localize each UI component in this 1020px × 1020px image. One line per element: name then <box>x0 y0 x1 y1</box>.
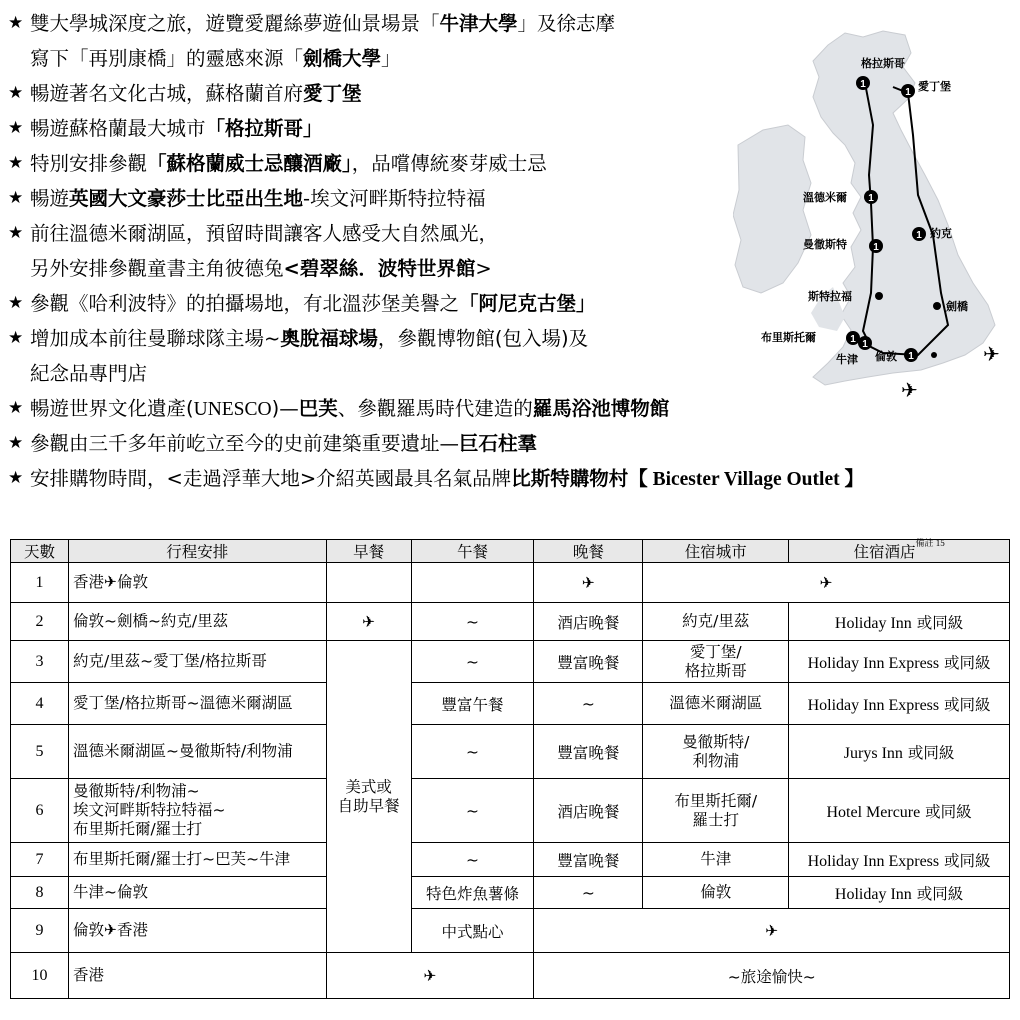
city-cell <box>643 877 789 909</box>
uk-route-map <box>733 25 1013 410</box>
svg-text:1: 1 <box>860 79 866 90</box>
city-cell-line: 利物浦 <box>692 751 739 770</box>
city-cell-line: 約克/里茲 <box>682 612 750 630</box>
dinner-cell: 豐富晚餐 <box>534 843 643 877</box>
route-cell <box>68 953 326 999</box>
dinner-city-hotel-cell: ~旅途愉快~ <box>534 953 1010 999</box>
city-cell <box>643 641 789 683</box>
route-cell <box>68 683 326 725</box>
city-cell-line: 羅士打 <box>692 810 739 829</box>
svg-text:1: 1 <box>850 334 856 345</box>
highlight-text: ，品嚐傳統麥芽威士忌 <box>351 152 547 175</box>
route-cell <box>68 909 326 953</box>
hotel-cell <box>789 877 1010 909</box>
hotel-name: Hotel Mercure <box>826 803 921 821</box>
hotel-name: Jurys Inn <box>843 744 903 762</box>
header-lunch: 午餐 <box>411 540 534 563</box>
dinner-cell: 酒店晚餐 <box>534 603 643 641</box>
map-label-stratford: 斯特拉福 <box>808 290 852 303</box>
hotel-name: Holiday Inn Express <box>807 852 940 870</box>
hotel-cell <box>789 603 1010 641</box>
route-cell <box>68 725 326 779</box>
route-cell-line: 愛丁堡/格拉斯哥~溫德米爾湖區 <box>72 694 293 712</box>
lunch-cell: 豐富午餐 <box>411 683 534 725</box>
highlight-text: UNESCO <box>193 399 272 420</box>
star-icon: ★ <box>8 433 24 453</box>
route-cell-line: 倫敦~劍橋~約克/里茲 <box>72 612 229 630</box>
route-cell <box>68 779 326 843</box>
table-header-row <box>11 540 1010 563</box>
hotel-grade: 或同級 <box>939 851 991 870</box>
star-icon: ★ <box>8 293 24 313</box>
map-label-london: 倫敦 <box>875 350 897 363</box>
hotel-grade: 或同級 <box>911 884 964 903</box>
svg-text:1: 1 <box>905 87 911 98</box>
highlight-text: 特別安排參觀 <box>30 152 148 175</box>
header-day: 天數 <box>11 540 69 563</box>
table-row <box>11 725 1010 779</box>
highlight-text: 另外安排參觀童書主角彼德兔 <box>30 257 284 280</box>
highlight-text: 」及徐志摩 <box>517 12 616 35</box>
dinner-cell: ~ <box>534 683 643 725</box>
star-icon: ★ <box>8 118 24 138</box>
star-icon: ★ <box>8 398 24 418</box>
star-icon: ★ <box>8 83 24 103</box>
day-cell: 7 <box>11 843 69 877</box>
day-cell: 6 <box>11 779 69 843</box>
header-route: 行程安排 <box>68 540 326 563</box>
hotel-name: Holiday Inn Express <box>807 654 940 672</box>
table-row <box>11 877 1010 909</box>
city-cell <box>643 779 789 843</box>
star-icon: ★ <box>8 328 24 348</box>
day-cell: 2 <box>11 603 69 641</box>
star-icon: ★ <box>8 153 24 173</box>
table-row <box>11 683 1010 725</box>
breakfast-cell-line: 美式或 <box>345 777 392 796</box>
highlight-text: 參觀由三千多年前屹立至今的史前建築重要遺址— <box>30 432 460 455</box>
highlight-item <box>8 461 1018 496</box>
day-cell: 1 <box>11 563 69 603</box>
table-row <box>11 563 1010 603</box>
table-row <box>11 953 1010 999</box>
header-hotel: 住宿酒店$^{備註 15}$ <box>789 540 1010 563</box>
header-dinner: 晚餐 <box>534 540 643 563</box>
city-cell <box>643 725 789 779</box>
dinner-cell: ✈ <box>534 563 643 603</box>
route-cell-line: 香港✈倫敦 <box>72 573 148 591</box>
route-cell-line: 約克/里茲~愛丁堡/格拉斯哥 <box>72 652 267 670</box>
star-icon: ★ <box>8 468 24 488</box>
route-cell-line: 香港 <box>72 966 104 984</box>
highlight-text: 暢遊蘇格蘭最大城市 <box>30 117 206 140</box>
highlight-text: 增加成本前往曼聯球隊主場~ <box>30 327 281 350</box>
table-row <box>11 843 1010 877</box>
hotel-name: Holiday Inn <box>834 885 912 903</box>
day-cell: 3 <box>11 641 69 683</box>
city-cell-line: 愛丁堡/ <box>689 642 742 661</box>
svg-text:1: 1 <box>868 193 874 204</box>
hotel-name: Holiday Inn Express <box>807 696 940 714</box>
lunch-cell: ~ <box>411 641 534 683</box>
city-cell-line: 曼徹斯特/ <box>682 732 750 751</box>
highlight-text: )— <box>271 397 299 420</box>
route-cell <box>68 563 326 603</box>
star-icon: ★ <box>8 188 24 208</box>
route-cell <box>68 603 326 641</box>
hotel-cell <box>789 641 1010 683</box>
highlight-emphasis: 羅馬浴池博物館 <box>532 397 670 420</box>
lunch-cell: 中式點心 <box>411 909 534 953</box>
hotel-cell <box>789 725 1010 779</box>
day-cell: 10 <box>11 953 69 999</box>
hotel-grade: 或同級 <box>920 802 972 821</box>
svg-text:1: 1 <box>873 242 879 253</box>
route-cell-line: 牛津~倫敦 <box>72 883 148 901</box>
itinerary-body <box>11 563 1010 999</box>
route-cell-line: 曼徹斯特/利物浦~ <box>72 782 200 800</box>
header-city: 住宿城市 <box>643 540 789 563</box>
highlight-emphasis: 奧脫福球場 <box>280 327 378 350</box>
breakfast-lunch-cell: ✈ <box>326 953 534 999</box>
breakfast-cell: ✈ <box>326 603 411 641</box>
hotel-cell <box>789 779 1010 843</box>
hotel-name: Holiday Inn <box>834 614 912 632</box>
day-cell: 9 <box>11 909 69 953</box>
highlight-emphasis: 愛丁堡 <box>303 82 362 105</box>
hotel-grade: 或同級 <box>902 743 955 762</box>
lunch-cell: ~ <box>411 779 534 843</box>
city-cell <box>643 843 789 877</box>
highlight-emphasis: 「格拉斯哥」 <box>205 117 323 140</box>
city-cell <box>643 603 789 641</box>
map-label-cambridge: 劍橋 <box>946 300 968 313</box>
highlight-text: 寫下「再別康橋」的靈感來源「 <box>30 47 304 70</box>
route-cell <box>68 843 326 877</box>
highlight-emphasis: 「阿尼克古堡」 <box>459 292 596 315</box>
breakfast-cell <box>326 641 411 953</box>
svg-text:1: 1 <box>916 230 922 241</box>
city-cell-line: 倫敦 <box>700 883 732 901</box>
itinerary-table <box>10 539 1010 999</box>
highlight-emphasis: <碧翠絲．波特世界館 <box>283 257 476 280</box>
svg-text:✈: ✈ <box>901 378 918 402</box>
map-label-glasgow: 格拉斯哥 <box>861 57 905 70</box>
route-cell-line: 布里斯托爾/羅士打 <box>72 820 203 838</box>
highlight-text: 前往溫德米爾湖區，預留時間讓客人感受大自然風光， <box>30 222 499 245</box>
day-cell: 5 <box>11 725 69 779</box>
hotel-grade: 或同級 <box>939 653 991 672</box>
city-cell-line: 布里斯托爾/ <box>674 791 758 810</box>
city-cell-line: 牛津 <box>700 850 732 868</box>
hotel-grade: 或同級 <box>911 613 964 632</box>
route-cell-line: 倫敦✈香港 <box>72 921 148 939</box>
route-cell-line: 布里斯托爾/羅士打~巴芙~牛津 <box>72 850 291 868</box>
city-cell <box>643 683 789 725</box>
route-cell-line: 埃文河畔斯特拉特福~ <box>72 801 226 819</box>
highlight-emphasis: 巨石柱羣 <box>459 432 538 455</box>
highlight-text: ，參觀博物館(包入場)及 <box>377 327 589 350</box>
hotel-cell <box>789 683 1010 725</box>
highlight-emphasis: 英國大文豪莎士比亞出生地 <box>69 187 304 210</box>
highlight-text: 參觀《哈利波特》的拍攝場地，有北溫莎堡美譽之 <box>30 292 460 315</box>
highlight-text: 安排購物時間，<走過浮華大地>介紹英國最具名氣品牌 <box>30 467 512 490</box>
highlight-item <box>8 426 1018 461</box>
svg-text:1: 1 <box>862 339 868 350</box>
highlight-text: 、參觀羅馬時代建造的 <box>337 397 533 420</box>
highlight-text: 紀念品專門店 <box>30 362 148 385</box>
map-label-oxford: 牛津 <box>836 353 858 366</box>
highlight-emphasis: Bicester Village Outlet <box>647 469 845 490</box>
map-label-manchester: 曼徹斯特 <box>803 238 847 251</box>
day-cell: 4 <box>11 683 69 725</box>
table-row <box>11 779 1010 843</box>
dinner-cell: 豐富晚餐 <box>534 641 643 683</box>
highlight-emphasis: 「蘇格蘭威士忌釀酒廠」 <box>147 152 352 175</box>
route-cell <box>68 641 326 683</box>
highlight-emphasis: 巴芙 <box>298 397 338 420</box>
dinner-cell: 酒店晚餐 <box>534 779 643 843</box>
dinner-city-hotel-cell: ✈ <box>534 909 1010 953</box>
lunch-cell <box>411 563 534 603</box>
highlight-text: 雙大學城深度之旅，遊覽愛麗絲夢遊仙景場景「 <box>30 12 440 35</box>
highlight-emphasis: 】 <box>844 467 864 490</box>
dinner-cell: ~ <box>534 877 643 909</box>
highlight-emphasis: 比斯特購物村【 <box>511 467 648 490</box>
breakfast-cell <box>326 563 411 603</box>
table-row <box>11 641 1010 683</box>
lunch-cell: 特色炸魚薯條 <box>411 877 534 909</box>
breakfast-cell-line: 自助早餐 <box>337 796 400 815</box>
highlight-text: 暢遊 <box>30 187 70 210</box>
city-hotel-cell: ✈ <box>643 563 1010 603</box>
lunch-cell: ~ <box>411 843 534 877</box>
city-cell-line: 溫德米爾湖區 <box>669 694 763 712</box>
header-note: 備註 15 <box>915 538 945 548</box>
dinner-cell: 豐富晚餐 <box>534 725 643 779</box>
hotel-cell <box>789 843 1010 877</box>
svg-text:✈: ✈ <box>983 342 1000 366</box>
route-cell-line: 溫德米爾湖區~曼徹斯特/利物浦 <box>72 742 293 760</box>
table-row <box>11 909 1010 953</box>
route-cell <box>68 877 326 909</box>
highlight-text: > <box>475 257 492 280</box>
map-label-york: 約克 <box>930 227 952 240</box>
map-label-windermere: 溫德米爾 <box>803 191 847 204</box>
map-label-edinburgh: 愛丁堡 <box>918 80 951 93</box>
table-row <box>11 603 1010 641</box>
lunch-cell: ~ <box>411 603 534 641</box>
highlight-emphasis: 牛津大學 <box>439 12 518 35</box>
highlight-text: 暢遊著名文化古城，蘇格蘭首府 <box>30 82 304 105</box>
star-icon: ★ <box>8 13 24 33</box>
highlight-text: 暢遊世界文化遺產( <box>30 397 194 420</box>
hotel-grade: 或同級 <box>939 695 991 714</box>
highlight-emphasis: 劍橋大學 <box>303 47 382 70</box>
day-cell: 8 <box>11 877 69 909</box>
highlight-text: 」 <box>381 47 401 70</box>
star-icon: ★ <box>8 223 24 243</box>
header-breakfast: 早餐 <box>326 540 411 563</box>
map-label-bristol: 布里斯托爾 <box>761 331 816 344</box>
highlight-text: -埃文河畔斯特拉特福 <box>303 187 486 210</box>
lunch-cell: ~ <box>411 725 534 779</box>
svg-text:1: 1 <box>908 351 914 362</box>
city-cell-line: 格拉斯哥 <box>684 661 747 680</box>
